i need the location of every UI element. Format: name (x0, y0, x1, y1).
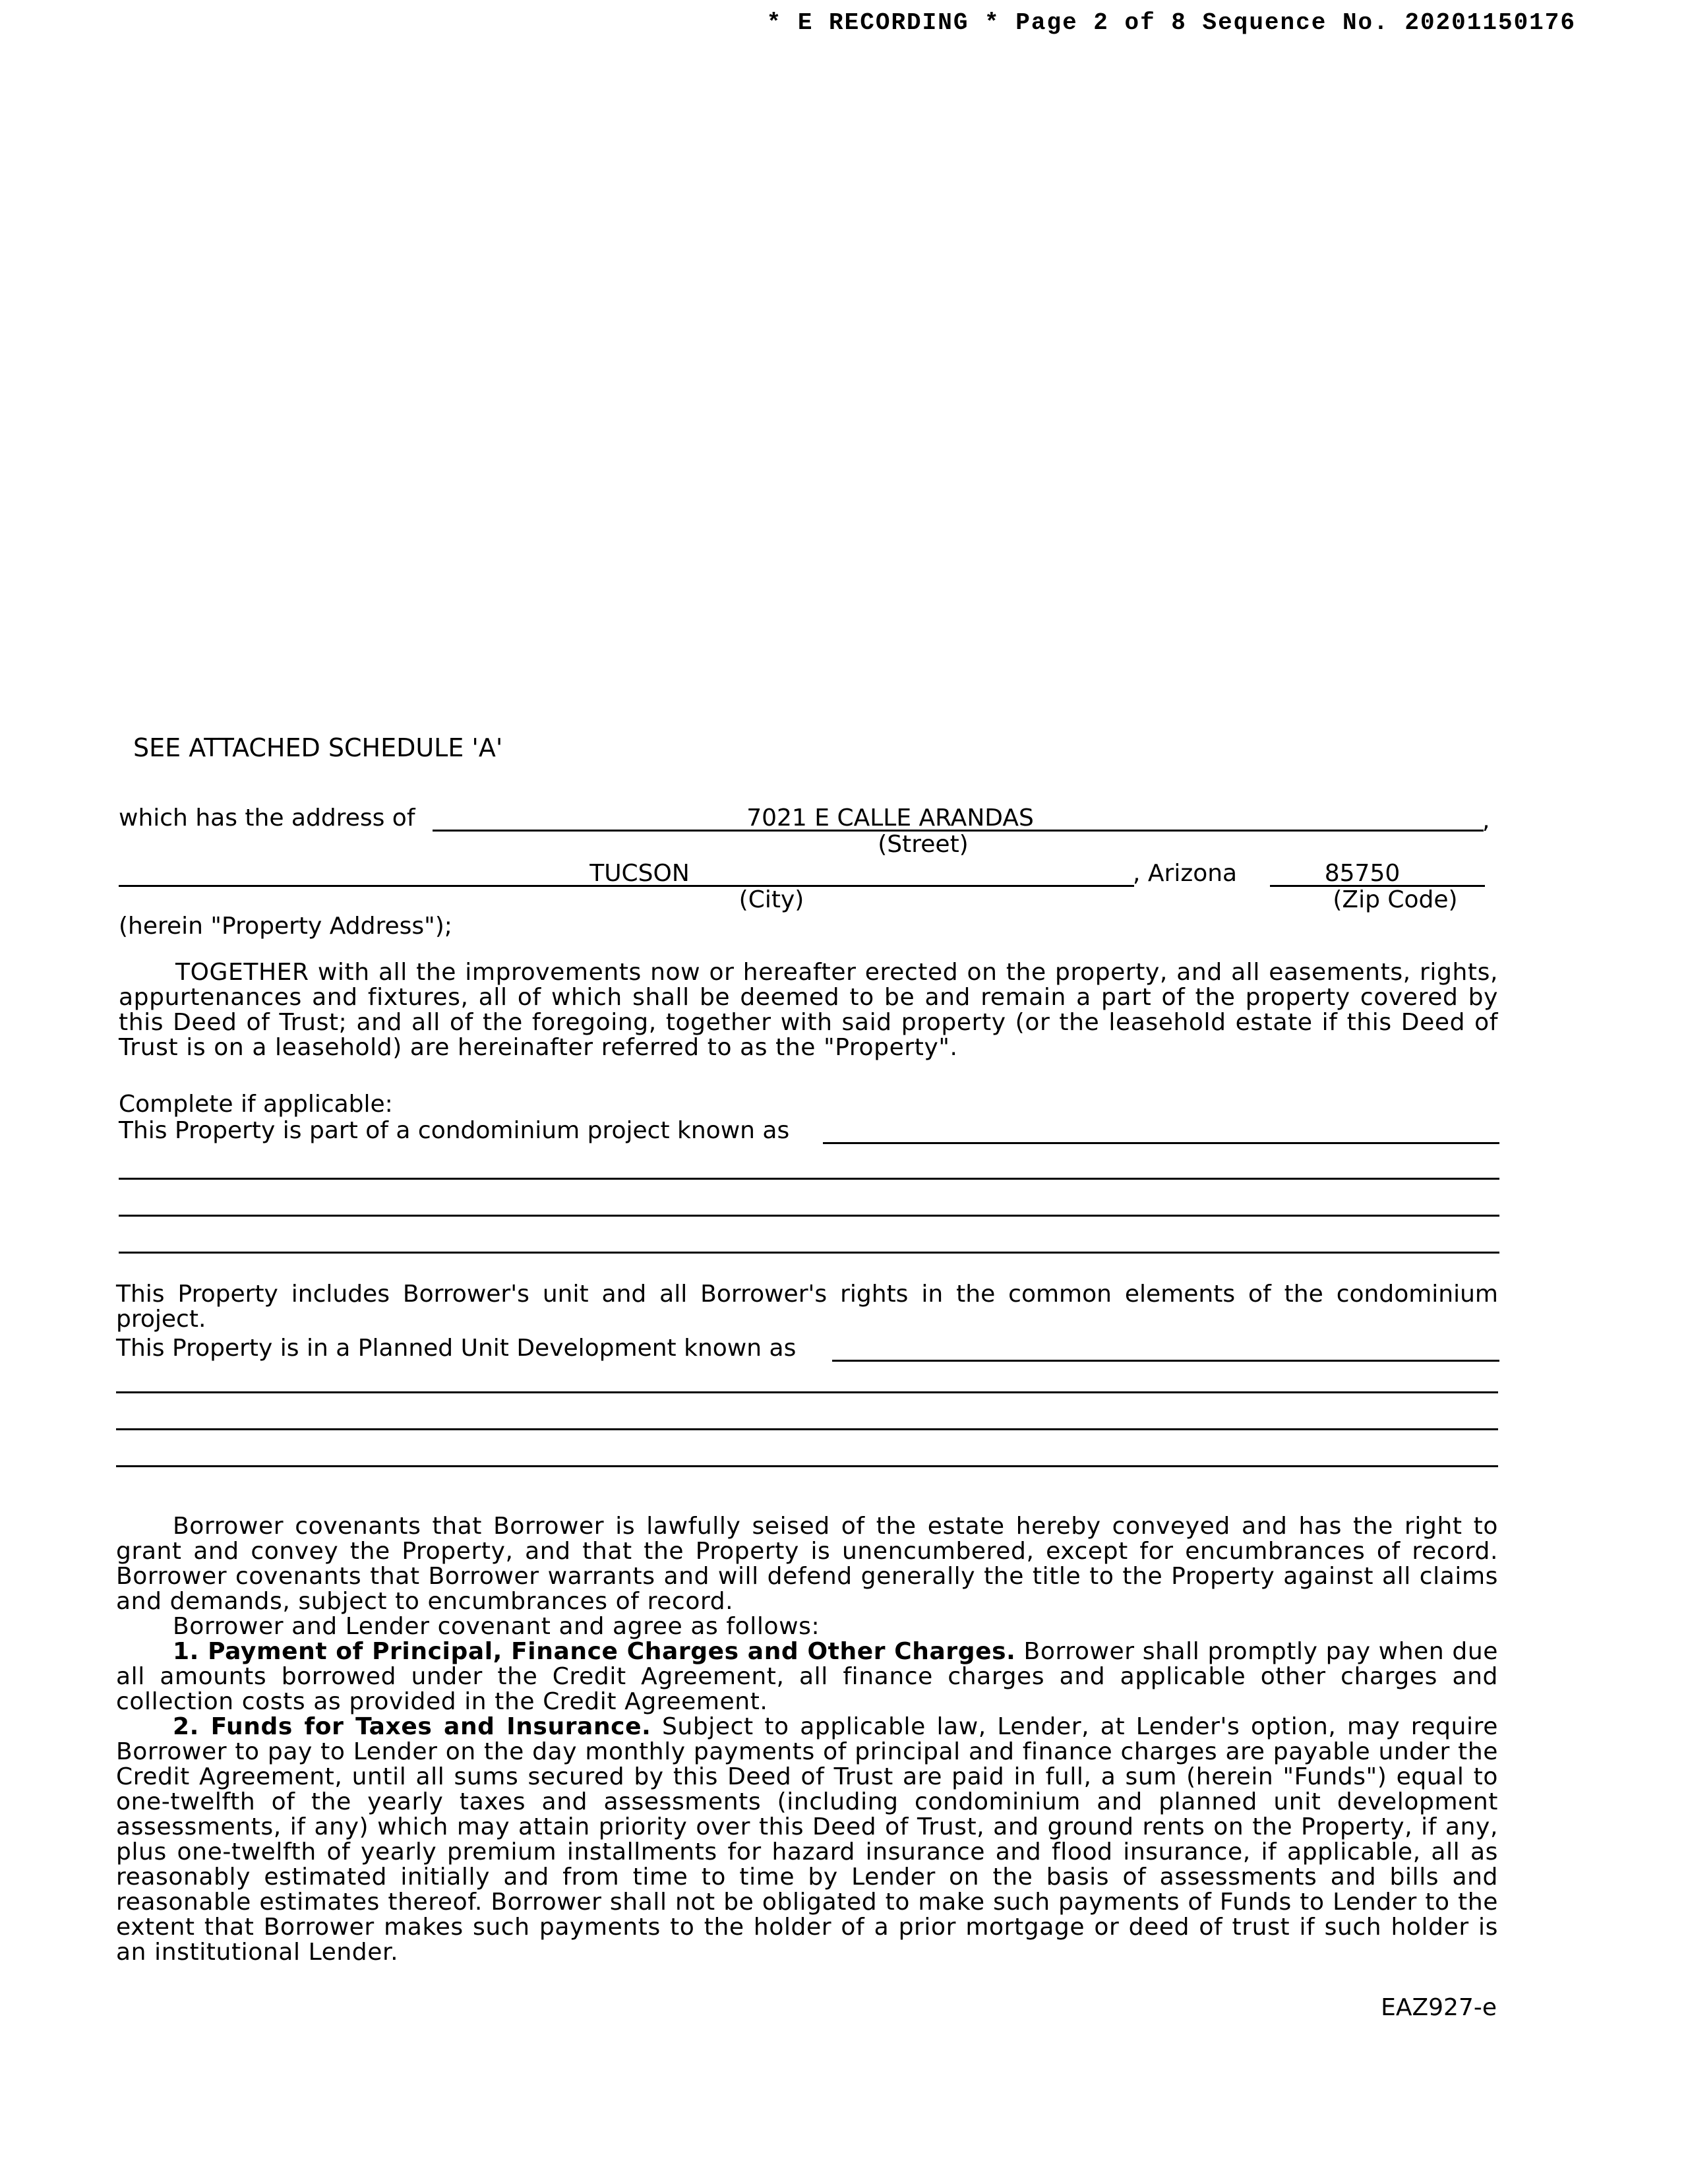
condo-name-line-1 (823, 1142, 1499, 1144)
pud-name-line-3 (116, 1428, 1498, 1430)
condo-name-line-4 (119, 1252, 1499, 1254)
address-intro: which has the address of (119, 804, 415, 832)
together-text: TOGETHER with all the improvements now or hereafter erected on the property, and all easements, rights, appurtenances and fixtures, all of which shall be deemed to be and remain a part of the property covered by this Deed of Trust; and all of the foregoing, together with said property (or the leasehold estate if this Deed of Trust is on a leasehold) are hereinafter referred to as the "Property". (119, 959, 1498, 1061)
zip-caption: (Zip Code) (1333, 886, 1458, 913)
city-caption: (City) (738, 886, 804, 913)
legal-description: SEE ATTACHED SCHEDULE 'A' (133, 733, 503, 762)
pud-name-line-2 (116, 1391, 1498, 1393)
street-trailing-comma: , (1482, 807, 1490, 834)
item-2-heading: 2. Funds for Taxes and Insurance. (173, 1713, 651, 1740)
pud-name-line-4 (116, 1465, 1498, 1467)
recording-header: * E RECORDING * Page 2 of 8 Sequence No. 20201150176 (766, 9, 1576, 36)
condo-name-line-2 (119, 1178, 1499, 1180)
condo-known-as: This Property is part of a condominium project known as (119, 1117, 790, 1144)
item-2-body: Subject to applicable law, Lender, at Lender's option, may require Borrower to pay to Lender on the day monthly payments of principal and finance charges are payable under the Credit Agreement, until all sums secured by this Deed of Trust are paid in full, a sum (herein "Funds") equal to one-twelfth of the yearly taxes and assessments (including condominium and planned unit development assessments, if any) which may attain priority over this Deed of Trust, and ground rents on the Property, if any, plus one-twelfth of yearly premium installments for hazard insurance and flood insurance, if applicable, all as reasonably estimated initially and from time to time by Lender on the basis of assessments and bills and reasonable estimates thereof. Borrower shall not be obligated to make such payments of Funds to Lender to the extent that Borrower makes such payments to the holder of a prior mortgage or deed of trust if such holder is an institutional Lender. (116, 1713, 1498, 1966)
together-paragraph (119, 960, 1498, 1060)
item-1-heading: 1. Payment of Principal, Finance Charges and Other Charges. (173, 1638, 1016, 1665)
covenant-agree: Borrower and Lender covenant and agree as follows: (173, 1613, 820, 1640)
street-caption: (Street) (878, 831, 969, 858)
complete-if-applicable: Complete if applicable: (119, 1091, 393, 1118)
pud-known-as: This Property is in a Planned Unit Development known as (116, 1335, 797, 1362)
covenant-seised: Borrower covenants that Borrower is lawfully seised of the estate hereby conveyed and has the right to grant and convey the Property, and that the Property is unencumbered, except for encumbrances of record. Borrower covenants that Borrower warrants and will defend generally the title to the Property against all claims and demands, subject to encumbrances of record. (116, 1513, 1498, 1615)
zip-value: 85750 (1324, 860, 1401, 887)
covenant-item-2 (116, 1714, 1498, 1965)
covenants-section (116, 1514, 1498, 1965)
city-value: TUCSON (589, 860, 690, 887)
covenant-item-1 (116, 1639, 1498, 1714)
street-value: 7021 E CALLE ARANDAS (746, 804, 1034, 832)
condo-name-line-3 (119, 1215, 1499, 1217)
pud-name-line-1 (832, 1360, 1499, 1362)
property-address-herein: (herein "Property Address"); (119, 913, 452, 940)
form-code: EAZ927-e (1381, 1994, 1497, 2021)
state-label: , Arizona (1133, 860, 1238, 887)
condo-includes: This Property includes Borrower's unit and all Borrower's rights in the common elements of the condominium project. (116, 1281, 1498, 1333)
item-1-body: Borrower shall promptly pay when due all amounts borrowed under the Credit Agreement, all finance charges and applicable other charges and collection costs as provided in the Credit Agreement. (116, 1638, 1499, 1715)
